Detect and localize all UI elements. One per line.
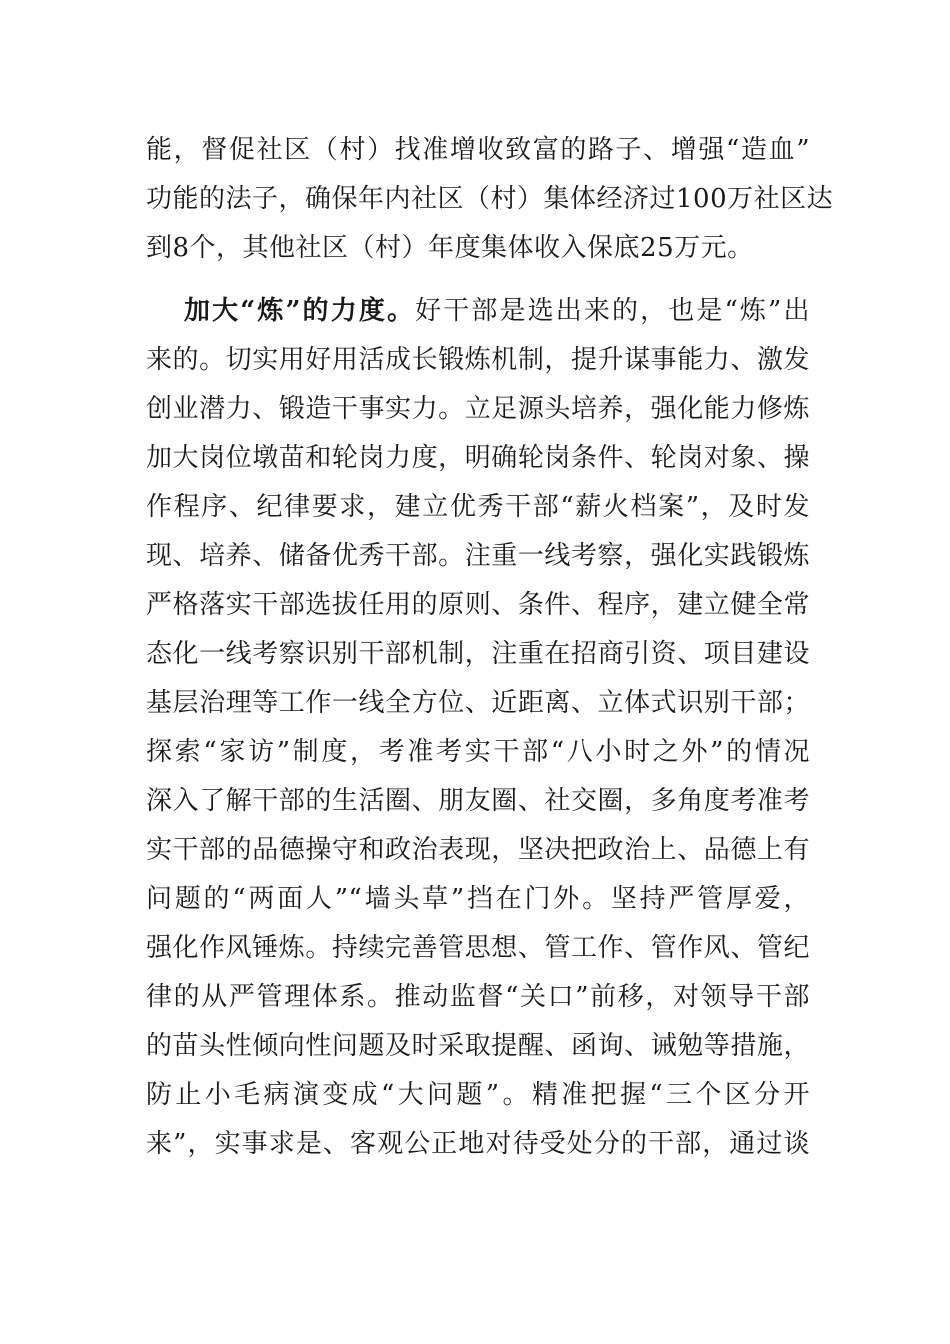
paragraph-2 <box>146 287 810 1169</box>
paragraph-1-line-1: 能，督促社区（村）找准增收致富的路子、增强“造血” <box>146 135 810 165</box>
paragraph-2-line-8: 态化一线考察识别干部机制，注重在招商引资、项目建设 <box>146 639 810 669</box>
paragraph-2-line-18: 来”，实事求是、客观公正地对待受处分的干部，通过谈 <box>146 1129 810 1159</box>
paragraph-2-line-14: 强化作风锤炼。持续完善管思想、管工作、管作风、管纪 <box>146 933 810 963</box>
paragraph-2-line-9: 基层治理等工作一线全方位、近距离、立体式识别干部； <box>146 688 810 718</box>
paragraph-2-heading: 加大“炼”的力度。 <box>184 296 416 326</box>
paragraph-2-line-5: 作程序、纪律要求，建立优秀干部“薪火档案”，及时发 <box>146 492 810 522</box>
paragraph-2-line-2: 来的。切实用好用活成长锻炼机制，提升谋事能力、激发 <box>146 345 810 375</box>
paragraph-2-line-12: 实干部的品德操守和政治表现，坚决把政治上、品德上有 <box>146 835 810 865</box>
paragraph-2-line-13: 问题的“两面人”“墙头草”挡在门外。坚持严管厚爱， <box>146 884 810 914</box>
paragraph-2-line-7: 严格落实干部选拔任用的原则、条件、程序，建立健全常 <box>146 590 810 620</box>
paragraph-2-line-17: 防止小毛病演变成“大问题”。精准把握“三个区分开 <box>146 1080 810 1110</box>
paragraph-1-line-3: 到8个，其他社区（村）年度集体收入保底25万元。 <box>146 233 754 263</box>
paragraph-2-line-3: 创业潜力、锻造干事实力。立足源头培养，强化能力修炼 <box>146 394 810 424</box>
paragraph-1 <box>146 126 834 273</box>
paragraph-2-line-4: 加大岗位墩苗和轮岗力度，明确轮岗条件、轮岗对象、操 <box>146 443 810 473</box>
paragraph-2-first-line <box>146 287 810 336</box>
paragraph-2-line-15: 律的从严管理体系。推动监督“关口”前移，对领导干部 <box>146 982 810 1012</box>
paragraph-2-line-6: 现、培养、储备优秀干部。注重一线考察，强化实践锻炼 <box>146 541 810 571</box>
paragraph-1-line-2: 功能的法子，确保年内社区（村）集体经济过100万社区达 <box>146 184 834 214</box>
paragraph-2-first-line-text: 好干部是选出来的，也是“炼”出 <box>415 296 810 326</box>
paragraph-2-line-16: 的苗头性倾向性问题及时采取提醒、函询、诫勉等措施， <box>146 1031 810 1061</box>
paragraph-2-line-11: 深入了解干部的生活圈、朋友圈、社交圈，多角度考准考 <box>146 786 810 816</box>
paragraph-2-line-10: 探索“家访”制度，考准考实干部“八小时之外”的情况 <box>146 737 810 767</box>
